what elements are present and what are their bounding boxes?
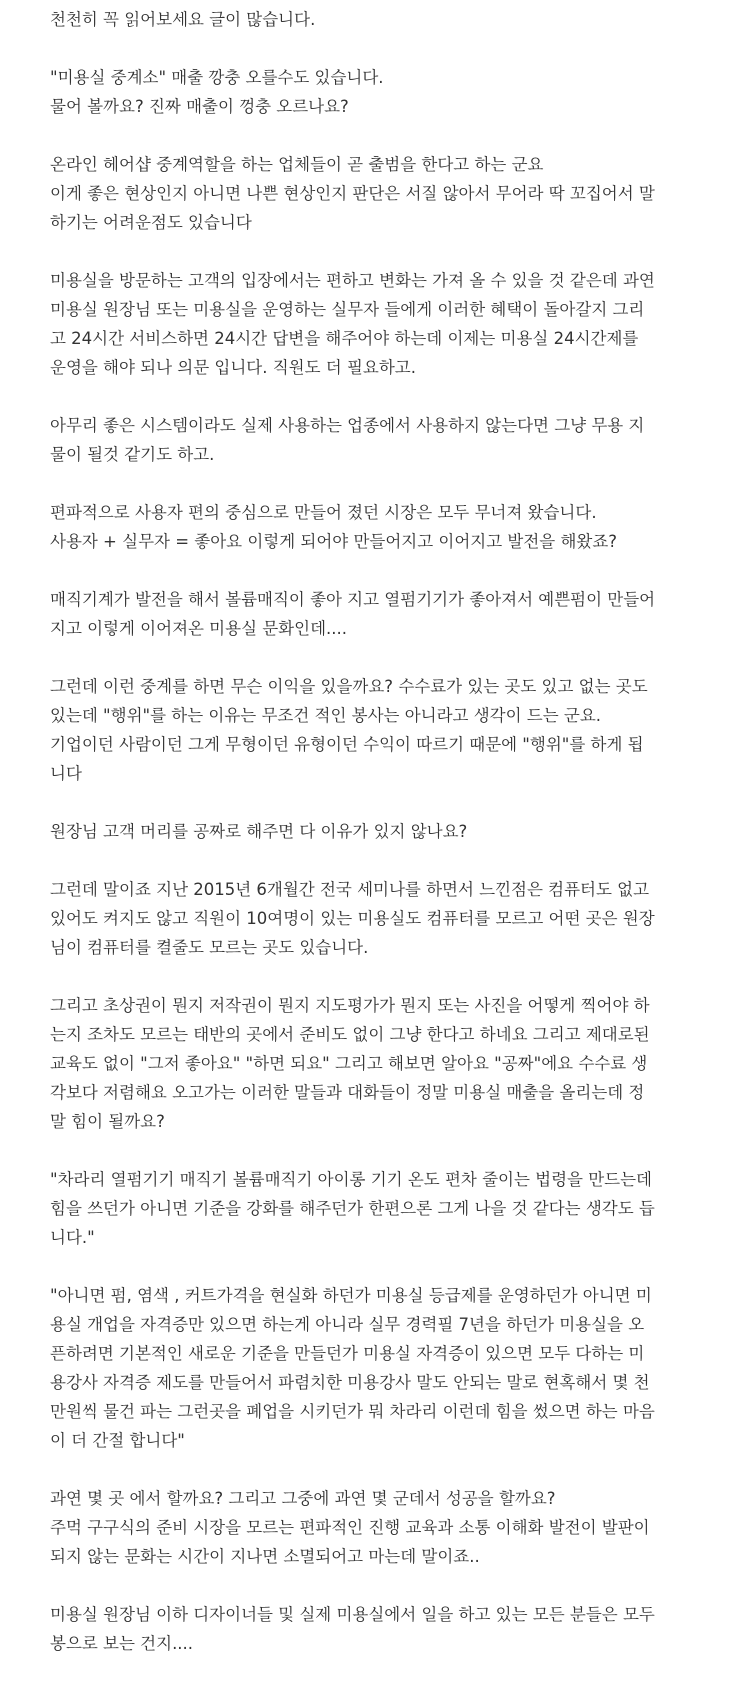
text-line: "미용실 중계소" 매출 깡충 오를수도 있습니다.: [50, 68, 384, 87]
text-line: 되지 않는 문화는 시간이 지나면 소멸되어고 마는데 말이죠..: [50, 1547, 480, 1566]
text-line: 운영을 해야 되나 의문 입니다. 직원도 더 필요하고.: [50, 358, 416, 377]
text-line: 님이 컴퓨터를 켤줄도 모르는 곳도 있습니다.: [50, 938, 369, 957]
paragraph: [50, 266, 690, 382]
text-line: 니다: [50, 764, 82, 783]
text-line: 말 힘이 될까요?: [50, 1112, 165, 1131]
text-line: "차라리 열펌기기 매직기 볼륨매직기 아이롱 기기 온도 편차 줄이는 법령을 만드는데: [50, 1170, 652, 1189]
text-line: 픈하려면 기본적인 새로운 기준을 만들던가 미용실 자격증이 있으면 모두 다하는 미: [50, 1344, 645, 1363]
text-line: 용강사 자격증 제도를 만들어서 파렴치한 미용강사 말도 안되는 말로 현혹해서 몇 천: [50, 1373, 650, 1392]
text-line: 온라인 헤어샵 중계역할을 하는 업체들이 곧 출범을 한다고 하는 군요: [50, 155, 544, 174]
text-line: "아니면 펌, 염색 , 커트가격을 현실화 하던가 미용실 등급제를 운영하던가 아니면 미: [50, 1286, 652, 1305]
article-body: [50, 5, 690, 1687]
text-line: 주먹 구구식의 준비 시장을 모르는 편파적인 진행 교육과 소통 이해화 발전이 발판이: [50, 1518, 650, 1537]
text-line: 만원씩 물건 파는 그런곳을 폐업을 시키던가 뭐 차라리 이런데 힘을 썼으면 하는 마음: [50, 1402, 655, 1421]
text-line: 각보다 저렴해요 오고가는 이러한 말들과 대화들이 정말 미용실 매출을 올리는데 정: [50, 1083, 645, 1102]
text-line: 사용자 + 실무자 = 좋아요 이렇게 되어야 만들어지고 이어지고 발전을 해왔죠?: [50, 532, 618, 551]
text-line: 니다.": [50, 1228, 95, 1247]
text-line: 물어 볼까요? 진짜 매출이 껑충 오르나요?: [50, 97, 349, 116]
text-line: 원장님 고객 머리를 공짜로 해주면 다 이유가 있지 않나요?: [50, 822, 468, 841]
text-line: 그런데 이런 중계를 하면 무슨 이익을 있을까요? 수수료가 있는 곳도 있고 없는 곳도: [50, 677, 648, 696]
text-line: 있어도 켜지도 않고 직원이 10여명이 있는 미용실도 컴퓨터를 모르고 어떤 곳은 원장: [50, 909, 655, 928]
text-line: 힘을 쓰던가 아니면 기준을 강화를 해주던가 한편으론 그게 나을 것 같다는 생각도 듭: [50, 1199, 655, 1218]
paragraph: [50, 5, 690, 34]
text-line: 는지 조차도 모르는 태반의 곳에서 준비도 없이 그냥 한다고 하네요 그리고 제대로된: [50, 1025, 650, 1044]
text-line: 봉으로 보는 건지....: [50, 1634, 194, 1653]
text-line: 아무리 좋은 시스템이라도 실제 사용하는 업종에서 사용하지 않는다면 그냥 무용 지: [50, 416, 645, 435]
text-line: 있는데 "행위"를 하는 이유는 무조건 적인 봉사는 아니라고 생각이 드는 군요.: [50, 706, 602, 725]
paragraph: [50, 875, 690, 962]
text-line: 하기는 어려운점도 있습니다: [50, 213, 252, 232]
text-line: 용실 개업을 자격증만 있으면 하는게 아니라 실무 경력필 7년을 하던가 미용실을 오: [50, 1315, 645, 1334]
text-line: 그리고 초상권이 뭔지 저작권이 뭔지 지도평가가 뭔지 또는 사진을 어떻게 찍어야 하: [50, 996, 650, 1015]
text-line: 지고 이렇게 이어져온 미용실 문화인데....: [50, 619, 347, 638]
text-line: 미용실 원장님 이하 디자이너들 및 실제 미용실에서 일을 하고 있는 모든 분들은 모두: [50, 1605, 655, 1624]
paragraph: [50, 1165, 690, 1252]
paragraph: [50, 1484, 690, 1571]
text-line: 천천히 꼭 읽어보세요 글이 많습니다.: [50, 10, 316, 29]
paragraph: [50, 150, 690, 237]
paragraph: [50, 585, 690, 643]
text-line: 그런데 말이죠 지난 2015년 6개월간 전국 세미나를 하면서 느낀점은 컴퓨터도 없고: [50, 880, 650, 899]
text-line: 미용실 원장님 또는 미용실을 운영하는 실무자 들에게 이러한 혜택이 돌아갈지 그리: [50, 300, 645, 319]
text-line: 이게 좋은 현상인지 아니면 나쁜 현상인지 판단은 서질 않아서 무어라 딱 꼬집어서 말: [50, 184, 655, 203]
text-line: 이 더 간절 합니다": [50, 1431, 185, 1450]
text-line: 기업이던 사람이던 그게 무형이던 유형이던 수익이 따르기 때문에 "행위"를 하게 됩: [50, 735, 644, 754]
paragraph: [50, 498, 690, 556]
text-line: 고 24시간 서비스하면 24시간 답변을 해주어야 하는데 이제는 미용실 24시간제를: [50, 329, 639, 348]
text-line: 편파적으로 사용자 편의 중심으로 만들어 졌던 시장은 모두 무너져 왔습니다.: [50, 503, 597, 522]
paragraph: [50, 991, 690, 1136]
paragraph: [50, 672, 690, 788]
text-line: 물이 될것 같기도 하고.: [50, 445, 215, 464]
text-line: 매직기계가 발전을 해서 볼륨매직이 좋아 지고 열펌기기가 좋아져서 예쁜펌이 만들어: [50, 590, 656, 609]
text-line: 교육도 없이 "그저 좋아요" "하면 되요" 그리고 해보면 알아요 "공짜"에요 수수료 생: [50, 1054, 648, 1073]
paragraph: [50, 1600, 690, 1658]
paragraph: [50, 1281, 690, 1455]
paragraph: [50, 63, 690, 121]
text-line: 과연 몇 곳 에서 할까요? 그리고 그중에 과연 몇 군데서 성공을 할까요?: [50, 1489, 556, 1508]
text-line: 미용실을 방문하는 고객의 입장에서는 편하고 변화는 가져 올 수 있을 것 같은데 과연: [50, 271, 655, 290]
paragraph: [50, 411, 690, 469]
paragraph: [50, 817, 690, 846]
